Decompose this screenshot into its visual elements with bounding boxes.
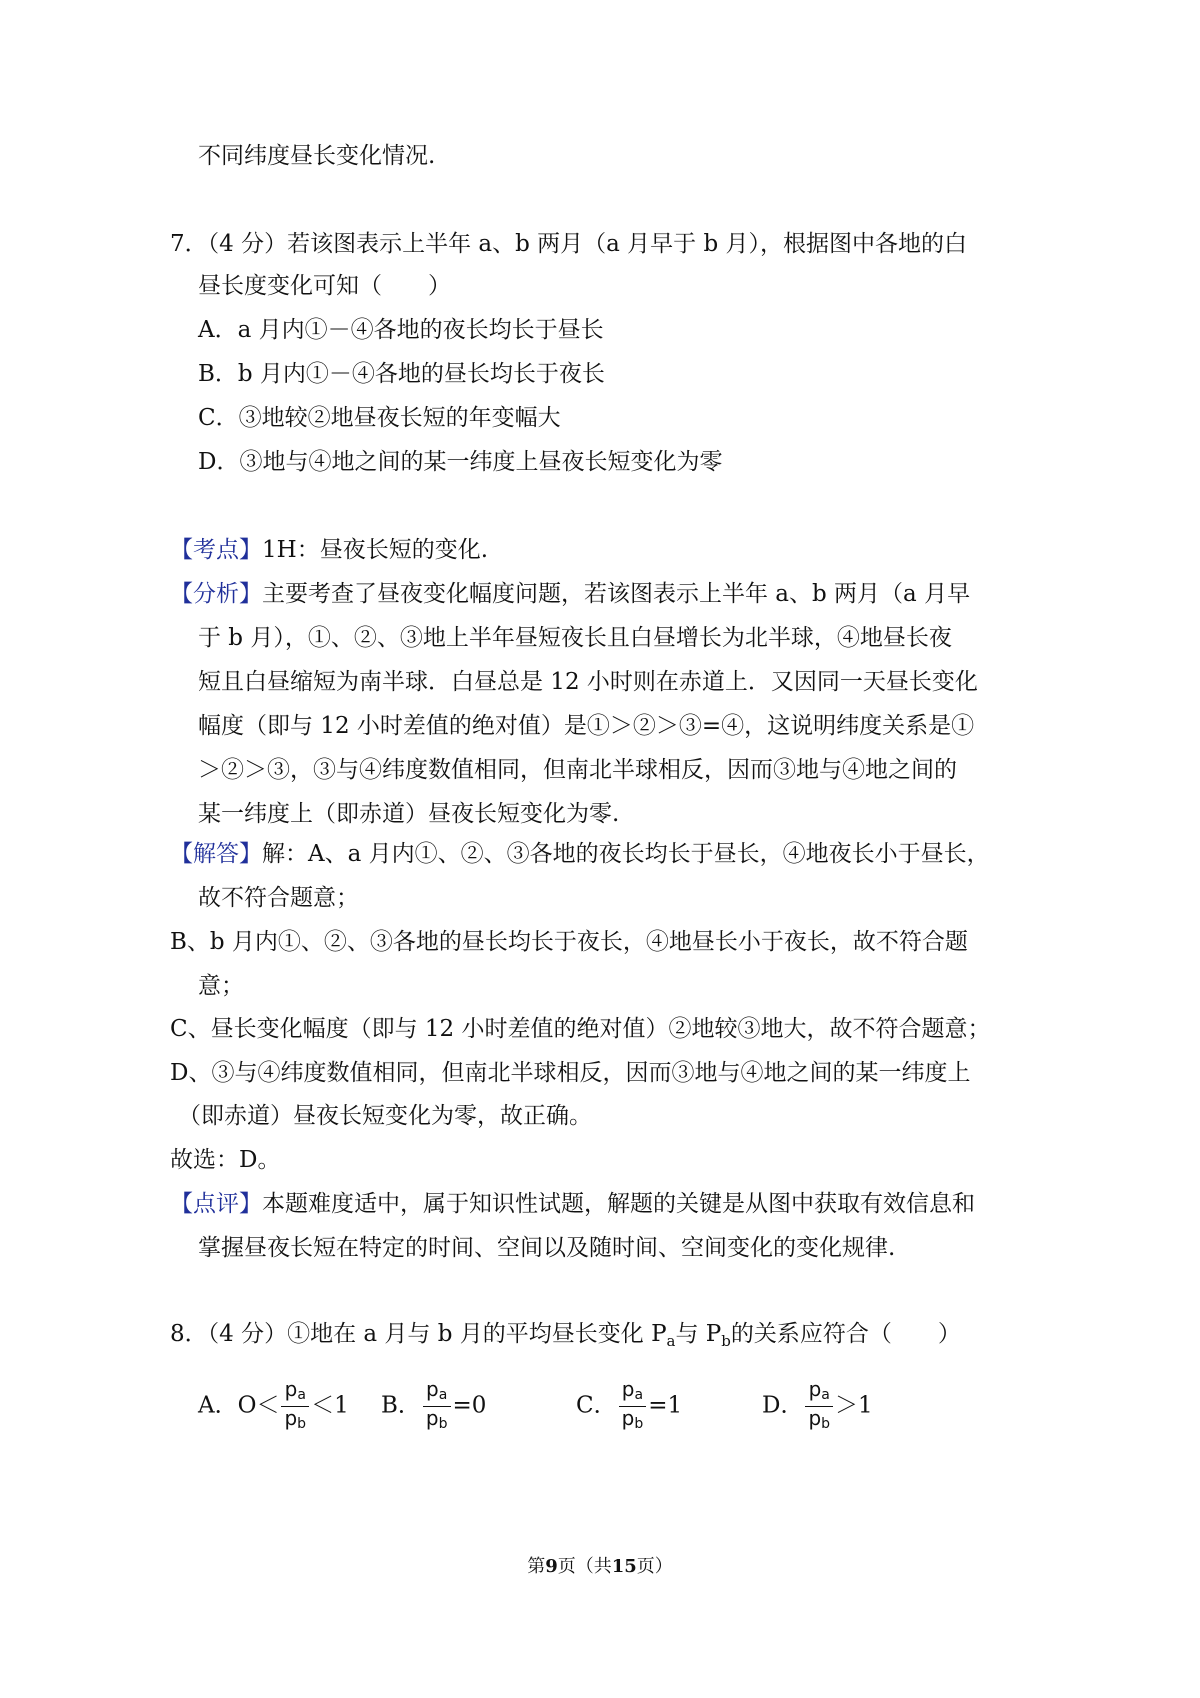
q8-option-d-label: D． bbox=[762, 1392, 804, 1419]
fenxi-text-2: 于 b 月），①、②、③地上半年昼短夜长且白昼增长为北半球，④地昼长夜 bbox=[198, 625, 952, 651]
q8-sub-a: a bbox=[666, 1332, 676, 1350]
dianping-line-1 bbox=[170, 1189, 975, 1219]
fraction-pa-pb: $\frac{pa}{pb}$ bbox=[423, 1378, 451, 1435]
page-total: 15 bbox=[611, 1556, 637, 1577]
fraction-pa-pb: $\frac{pa}{pb}$ bbox=[281, 1378, 309, 1435]
jieda-text-2: 故不符合题意； bbox=[198, 885, 359, 911]
page-footer: 第9页（共15页） bbox=[527, 1556, 673, 1577]
q8-option-c-label: C． bbox=[576, 1392, 617, 1419]
q8-option-b bbox=[381, 1378, 486, 1435]
page-number: 9 bbox=[545, 1556, 558, 1577]
q8-option-b-label: B． bbox=[381, 1392, 421, 1419]
fenxi-line-1 bbox=[170, 579, 970, 609]
q7-stem-line2: 昼长度变化可知（ ） bbox=[198, 273, 451, 299]
jieda-text-7: （即赤道）昼夜长短变化为零，故正确。 bbox=[178, 1103, 592, 1129]
q7-option-c: C．③地较②地昼夜长短的年变幅大 bbox=[198, 405, 561, 431]
q8-option-a-label: A．O＜ bbox=[198, 1392, 280, 1419]
q7-stem-line1: 7．（4 分）若该图表示上半年 a、b 两月（a 月早于 b 月），根据图中各地的白 bbox=[170, 231, 968, 257]
q8-option-d bbox=[762, 1378, 873, 1435]
jieda-text-6: D、③与④纬度数值相同，但南北半球相反，因而③地与④地之间的某一纬度上 bbox=[170, 1060, 971, 1086]
fenxi-text-6: 某一纬度上（即赤道）昼夜长短变化为零. bbox=[198, 801, 620, 827]
q8-option-a-suffix: ＜1 bbox=[311, 1392, 349, 1419]
q7-option-d: D．③地与④地之间的某一纬度上昼夜长短变化为零 bbox=[198, 449, 723, 475]
q8-option-a bbox=[198, 1378, 349, 1435]
q8-stem bbox=[170, 1319, 961, 1356]
dianping-text-1: 本题难度适中，属于知识性试题，解题的关键是从图中获取有效信息和 bbox=[262, 1191, 975, 1217]
jieda-line-1 bbox=[170, 839, 990, 869]
q8-option-c-suffix: =1 bbox=[648, 1392, 683, 1419]
q8-stem-post: 的关系应符合（ ） bbox=[730, 1321, 961, 1347]
kaodian-tag: 【考点】 bbox=[170, 537, 262, 563]
q7-option-a: A．a 月内①－④各地的夜长均长于昼长 bbox=[198, 317, 604, 343]
jieda-answer: 故选：D。 bbox=[170, 1147, 281, 1173]
q8-option-b-suffix: =0 bbox=[452, 1392, 487, 1419]
fraction-pa-pb: $\frac{pa}{pb}$ bbox=[619, 1378, 647, 1435]
fenxi-text-1: 主要考查了昼夜变化幅度问题，若该图表示上半年 a、b 两月（a 月早 bbox=[262, 581, 971, 607]
intro-text: 不同纬度昼长变化情况. bbox=[198, 143, 436, 169]
kaodian-text: 1H：昼夜长短的变化. bbox=[262, 537, 489, 563]
fraction-pa-pb: $\frac{pa}{pb}$ bbox=[805, 1378, 833, 1435]
q7-option-b: B．b 月内①－④各地的昼长均长于夜长 bbox=[198, 361, 605, 387]
jieda-text-4: 意； bbox=[198, 973, 244, 999]
q8-option-c bbox=[576, 1378, 682, 1435]
dianping-text-2: 掌握昼夜长短在特定的时间、空间以及随时间、空间变化的变化规律. bbox=[198, 1235, 896, 1261]
jieda-tag: 【解答】 bbox=[170, 841, 262, 867]
fenxi-text-3: 短且白昼缩短为南半球．白昼总是 12 小时则在赤道上．又因同一天昼长变化 bbox=[198, 669, 978, 695]
q8-stem-pre: 8．（4 分）①地在 a 月与 b 月的平均昼长变化 P bbox=[170, 1321, 667, 1347]
q8-option-d-suffix: ＞1 bbox=[835, 1392, 873, 1419]
jieda-text-5: C、昼长变化幅度（即与 12 小时差值的绝对值）②地较③地大，故不符合题意； bbox=[170, 1016, 991, 1042]
dianping-tag: 【点评】 bbox=[170, 1191, 262, 1217]
q8-sub-b: b bbox=[721, 1332, 731, 1350]
q8-stem-mid: 与 P bbox=[675, 1321, 722, 1347]
jieda-text-1: 解：A、a 月内①、②、③各地的夜长均长于昼长，④地夜长小于昼长， bbox=[262, 841, 990, 867]
fenxi-text-4: 幅度（即与 12 小时差值的绝对值）是①＞②＞③=④，这说明纬度关系是① bbox=[198, 713, 975, 739]
fenxi-tag: 【分析】 bbox=[170, 581, 262, 607]
fenxi-text-5: ＞②＞③，③与④纬度数值相同，但南北半球相反，因而③地与④地之间的 bbox=[198, 757, 957, 783]
kaodian-line bbox=[170, 535, 488, 565]
jieda-text-3: B、b 月内①、②、③各地的昼长均长于夜长，④地昼长小于夜长，故不符合题 bbox=[170, 929, 968, 955]
